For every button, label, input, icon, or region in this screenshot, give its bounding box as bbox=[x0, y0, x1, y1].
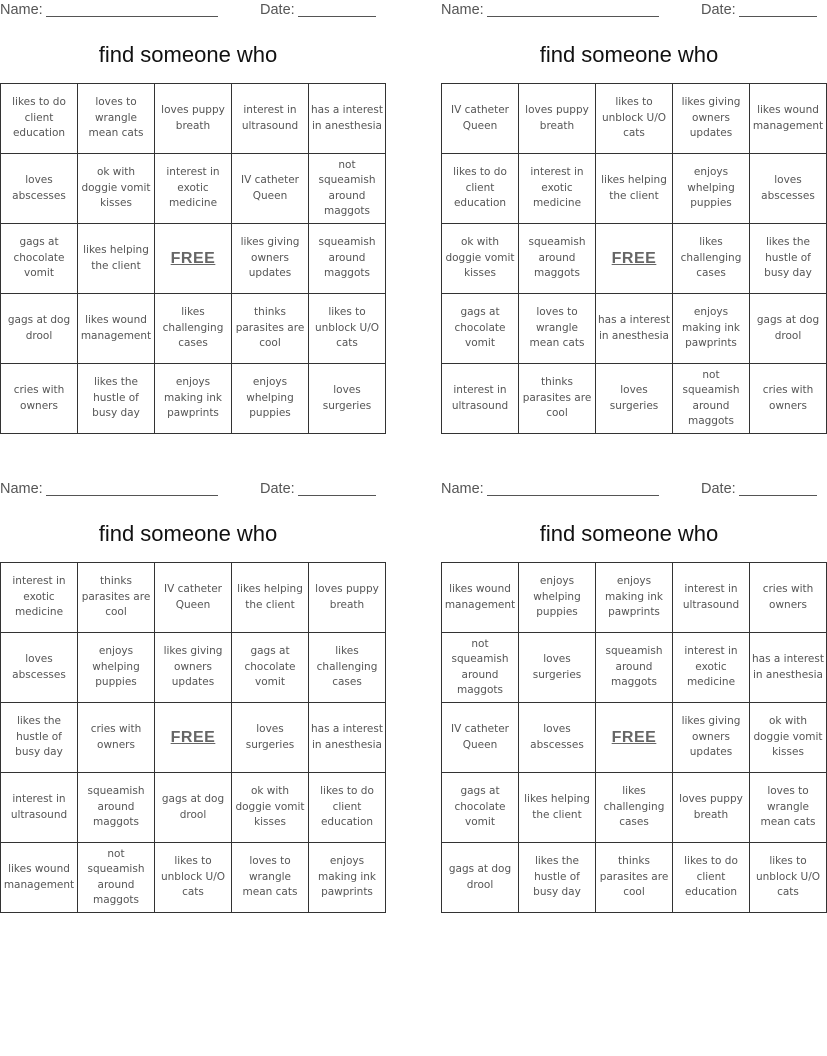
bingo-square: likes helping the client bbox=[519, 773, 596, 843]
bingo-square: enjoys making ink pawprints bbox=[596, 563, 673, 633]
bingo-square: likes challenging cases bbox=[596, 773, 673, 843]
grid-row bbox=[442, 364, 827, 434]
bingo-square: not squeamish around maggots bbox=[442, 633, 519, 703]
name-label: Name: bbox=[441, 2, 484, 18]
bingo-square: interest in ultrasound bbox=[1, 773, 78, 843]
bingo-square: gags at dog drool bbox=[750, 294, 827, 364]
card-title: find someone who bbox=[98, 521, 278, 546]
bingo-square: likes helping the client bbox=[78, 224, 155, 294]
card-title: find someone who bbox=[539, 42, 719, 67]
bingo-square: likes wound management bbox=[442, 563, 519, 633]
bingo-grid bbox=[0, 562, 386, 913]
date-blank-line bbox=[298, 16, 376, 17]
card-header bbox=[441, 2, 817, 20]
grid-row bbox=[1, 224, 386, 294]
bingo-square: interest in ultrasound bbox=[442, 364, 519, 434]
name-blank-line bbox=[487, 16, 659, 17]
free-space: FREE bbox=[155, 224, 232, 294]
grid-row bbox=[1, 364, 386, 434]
bingo-card bbox=[0, 479, 383, 919]
bingo-square: not squeamish around maggots bbox=[673, 364, 750, 434]
bingo-square: loves to wrangle mean cats bbox=[232, 843, 309, 913]
date-label: Date: bbox=[260, 481, 295, 497]
grid-row bbox=[1, 703, 386, 773]
bingo-square: loves surgeries bbox=[519, 633, 596, 703]
bingo-square: gags at chocolate vomit bbox=[232, 633, 309, 703]
bingo-square: enjoys making ink pawprints bbox=[155, 364, 232, 434]
bingo-square: has a interest in anesthesia bbox=[750, 633, 827, 703]
bingo-square: thinks parasites are cool bbox=[596, 843, 673, 913]
bingo-square: likes helping the client bbox=[232, 563, 309, 633]
bingo-square: loves puppy breath bbox=[673, 773, 750, 843]
name-label: Name: bbox=[0, 481, 43, 497]
free-space: FREE bbox=[596, 703, 673, 773]
bingo-square: likes to unblock U/O cats bbox=[155, 843, 232, 913]
bingo-square: interest in exotic medicine bbox=[155, 154, 232, 224]
bingo-square: gags at chocolate vomit bbox=[442, 773, 519, 843]
bingo-square: likes the hustle of busy day bbox=[1, 703, 78, 773]
name-label: Name: bbox=[441, 481, 484, 497]
bingo-square: likes to do client education bbox=[309, 773, 386, 843]
bingo-square: ok with doggie vomit kisses bbox=[78, 154, 155, 224]
grid-row bbox=[442, 633, 827, 703]
bingo-square: gags at dog drool bbox=[1, 294, 78, 364]
bingo-card bbox=[441, 479, 824, 919]
date-label: Date: bbox=[701, 2, 736, 18]
bingo-square: squeamish around maggots bbox=[309, 224, 386, 294]
bingo-square: interest in exotic medicine bbox=[519, 154, 596, 224]
bingo-grid bbox=[0, 83, 386, 434]
bingo-square: loves abscesses bbox=[750, 154, 827, 224]
bingo-square: likes the hustle of busy day bbox=[78, 364, 155, 434]
bingo-square: cries with owners bbox=[750, 364, 827, 434]
bingo-square: loves to wrangle mean cats bbox=[750, 773, 827, 843]
bingo-square: enjoys whelping puppies bbox=[78, 633, 155, 703]
card-title: find someone who bbox=[539, 521, 719, 546]
bingo-square: loves abscesses bbox=[1, 154, 78, 224]
bingo-square: enjoys whelping puppies bbox=[232, 364, 309, 434]
bingo-square: likes wound management bbox=[78, 294, 155, 364]
bingo-card bbox=[0, 0, 383, 440]
card-title: find someone who bbox=[98, 42, 278, 67]
name-blank-line bbox=[46, 495, 218, 496]
bingo-square: loves abscesses bbox=[519, 703, 596, 773]
bingo-square: loves surgeries bbox=[596, 364, 673, 434]
grid-row bbox=[442, 224, 827, 294]
grid-row bbox=[1, 294, 386, 364]
bingo-grid bbox=[441, 562, 827, 913]
grid-row bbox=[1, 154, 386, 224]
bingo-square: likes to do client education bbox=[1, 84, 78, 154]
bingo-square: ok with doggie vomit kisses bbox=[442, 224, 519, 294]
bingo-square: loves puppy breath bbox=[519, 84, 596, 154]
bingo-square: thinks parasites are cool bbox=[78, 563, 155, 633]
bingo-square: has a interest in anesthesia bbox=[309, 84, 386, 154]
bingo-square: gags at dog drool bbox=[155, 773, 232, 843]
bingo-square: likes giving owners updates bbox=[232, 224, 309, 294]
bingo-square: likes to unblock U/O cats bbox=[309, 294, 386, 364]
bingo-square: likes wound management bbox=[1, 843, 78, 913]
date-blank-line bbox=[739, 495, 817, 496]
bingo-square: ok with doggie vomit kisses bbox=[750, 703, 827, 773]
bingo-square: ok with doggie vomit kisses bbox=[232, 773, 309, 843]
bingo-square: likes the hustle of busy day bbox=[750, 224, 827, 294]
card-header bbox=[0, 2, 376, 20]
grid-row bbox=[442, 294, 827, 364]
grid-row bbox=[442, 84, 827, 154]
date-label: Date: bbox=[701, 481, 736, 497]
bingo-square: loves to wrangle mean cats bbox=[78, 84, 155, 154]
bingo-square: loves to wrangle mean cats bbox=[519, 294, 596, 364]
bingo-square: likes helping the client bbox=[596, 154, 673, 224]
name-label: Name: bbox=[0, 2, 43, 18]
bingo-square: interest in ultrasound bbox=[673, 563, 750, 633]
date-blank-line bbox=[739, 16, 817, 17]
bingo-square: gags at chocolate vomit bbox=[1, 224, 78, 294]
bingo-square: thinks parasites are cool bbox=[232, 294, 309, 364]
bingo-square: likes challenging cases bbox=[309, 633, 386, 703]
free-space: FREE bbox=[596, 224, 673, 294]
bingo-card bbox=[441, 0, 824, 440]
bingo-square: loves puppy breath bbox=[309, 563, 386, 633]
bingo-square: not squeamish around maggots bbox=[309, 154, 386, 224]
bingo-square: likes the hustle of busy day bbox=[519, 843, 596, 913]
bingo-square: likes to unblock U/O cats bbox=[750, 843, 827, 913]
bingo-square: thinks parasites are cool bbox=[519, 364, 596, 434]
bingo-square: likes giving owners updates bbox=[155, 633, 232, 703]
bingo-square: squeamish around maggots bbox=[519, 224, 596, 294]
bingo-square: interest in exotic medicine bbox=[673, 633, 750, 703]
grid-row bbox=[442, 773, 827, 843]
bingo-square: IV catheter Queen bbox=[442, 703, 519, 773]
bingo-square: cries with owners bbox=[750, 563, 827, 633]
bingo-square: cries with owners bbox=[1, 364, 78, 434]
bingo-square: squeamish around maggots bbox=[78, 773, 155, 843]
bingo-square: cries with owners bbox=[78, 703, 155, 773]
bingo-square: has a interest in anesthesia bbox=[596, 294, 673, 364]
date-blank-line bbox=[298, 495, 376, 496]
bingo-square: enjoys making ink pawprints bbox=[309, 843, 386, 913]
bingo-square: not squeamish around maggots bbox=[78, 843, 155, 913]
bingo-square: loves surgeries bbox=[309, 364, 386, 434]
date-label: Date: bbox=[260, 2, 295, 18]
grid-row bbox=[1, 633, 386, 703]
grid-row bbox=[442, 563, 827, 633]
name-blank-line bbox=[487, 495, 659, 496]
bingo-square: likes giving owners updates bbox=[673, 84, 750, 154]
bingo-square: likes challenging cases bbox=[673, 224, 750, 294]
bingo-square: squeamish around maggots bbox=[596, 633, 673, 703]
bingo-square: likes giving owners updates bbox=[673, 703, 750, 773]
bingo-square: loves puppy breath bbox=[155, 84, 232, 154]
bingo-square: enjoys making ink pawprints bbox=[673, 294, 750, 364]
grid-row bbox=[1, 773, 386, 843]
grid-row bbox=[442, 843, 827, 913]
bingo-square: IV catheter Queen bbox=[232, 154, 309, 224]
card-header bbox=[0, 481, 376, 499]
bingo-square: IV catheter Queen bbox=[155, 563, 232, 633]
bingo-square: likes challenging cases bbox=[155, 294, 232, 364]
bingo-square: enjoys whelping puppies bbox=[673, 154, 750, 224]
card-header bbox=[441, 481, 817, 499]
grid-row bbox=[1, 843, 386, 913]
free-space: FREE bbox=[155, 703, 232, 773]
bingo-square: has a interest in anesthesia bbox=[309, 703, 386, 773]
name-blank-line bbox=[46, 16, 218, 17]
grid-row bbox=[442, 703, 827, 773]
bingo-square: interest in exotic medicine bbox=[1, 563, 78, 633]
bingo-square: gags at dog drool bbox=[442, 843, 519, 913]
grid-row bbox=[1, 84, 386, 154]
bingo-square: IV catheter Queen bbox=[442, 84, 519, 154]
bingo-square: likes to do client education bbox=[673, 843, 750, 913]
bingo-square: gags at chocolate vomit bbox=[442, 294, 519, 364]
bingo-square: enjoys whelping puppies bbox=[519, 563, 596, 633]
bingo-square: loves abscesses bbox=[1, 633, 78, 703]
bingo-grid bbox=[441, 83, 827, 434]
bingo-square: likes wound management bbox=[750, 84, 827, 154]
bingo-square: likes to do client education bbox=[442, 154, 519, 224]
grid-row bbox=[442, 154, 827, 224]
bingo-square: loves surgeries bbox=[232, 703, 309, 773]
bingo-square: likes to unblock U/O cats bbox=[596, 84, 673, 154]
grid-row bbox=[1, 563, 386, 633]
bingo-square: interest in ultrasound bbox=[232, 84, 309, 154]
